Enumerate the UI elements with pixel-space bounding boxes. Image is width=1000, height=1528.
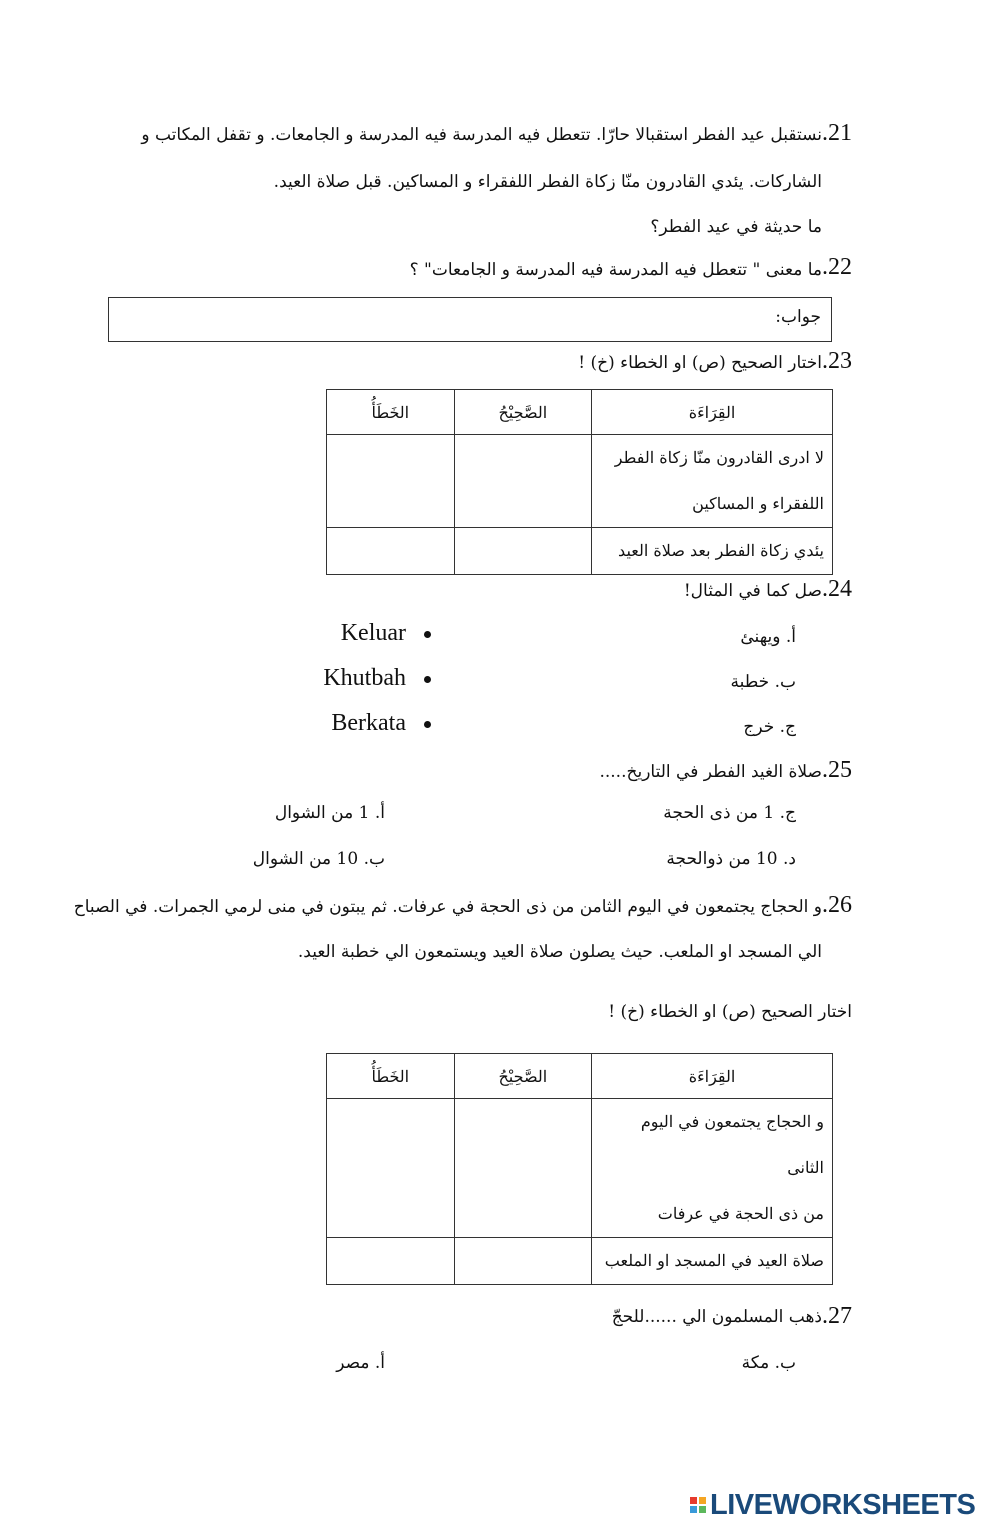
true-false-table <box>326 1053 833 1285</box>
true-false-table <box>326 389 833 575</box>
answer-label: جواب: <box>775 307 821 327</box>
column-header: الخَطَأُ <box>327 390 455 435</box>
statement-cell <box>592 1238 833 1285</box>
statement-line: و الحجاج يجتمعون في اليوم الثانى <box>640 1112 824 1177</box>
false-answer-cell[interactable] <box>327 1099 455 1238</box>
logo-square <box>690 1497 697 1504</box>
option-b[interactable] <box>253 849 385 869</box>
question-number: .26 <box>822 892 852 918</box>
option-text: 10 من الشوال <box>252 849 359 869</box>
option-label: ج. <box>779 803 796 823</box>
match-dot[interactable] <box>424 631 431 638</box>
instruction-text: اختار الصحيح (ص) او الخطاء (خ) ! <box>608 1002 852 1022</box>
question-text: نستقبل عيد الفطر استقبالا حارّا. تتعطل فيه المدرسة فيه المدرسة و الجامعات. و تقفل المكاتب و <box>141 125 822 145</box>
false-answer-cell[interactable] <box>327 1238 455 1285</box>
question-number: .24 <box>822 576 852 602</box>
logo-square <box>699 1497 706 1504</box>
true-answer-cell[interactable] <box>454 528 592 575</box>
question-number: .21 <box>822 120 852 146</box>
option-text: 10 من ذوالحجة <box>666 849 778 869</box>
statement-line: صلاة العيد في المسجد او الملعب <box>604 1251 824 1270</box>
answer-box[interactable] <box>108 297 832 342</box>
question-text: ما حديثة في عيد الفطر؟ <box>650 217 822 237</box>
column-header: القِرَاءَة <box>592 390 833 435</box>
false-answer-cell[interactable] <box>327 528 455 575</box>
match-item-latin: Khutbah <box>323 665 406 691</box>
question-number: .22 <box>822 254 852 280</box>
question-text: ما معنى " تتعطل فيه المدرسة فيه المدرسة و الجامعات" ؟ <box>409 260 822 280</box>
option-d[interactable] <box>666 849 796 869</box>
question-text: و الحجاج يجتمعون في اليوم الثامن من ذى الحجة في عرفات. ثم يبتون في منى لرمي الجمرات. في الصباح <box>73 897 822 917</box>
option-text: 1 من الشوال <box>274 803 370 823</box>
column-header: الصَّحِيْحُ <box>454 390 592 435</box>
match-dot[interactable] <box>424 721 431 728</box>
statement-cell <box>592 1099 833 1238</box>
statement-cell <box>592 528 833 575</box>
option-label: د. <box>783 849 796 869</box>
option-b[interactable]: ب. مكة <box>741 1353 796 1373</box>
match-item-arabic: ب. خطبة <box>730 672 796 692</box>
question-number: .27 <box>822 1303 852 1329</box>
question-text: اختار الصحيح (ص) او الخطاء (خ) ! <box>578 353 822 373</box>
option-text: 1 من ذى الحجة <box>663 803 775 823</box>
logo-icon <box>690 1497 706 1513</box>
option-c[interactable] <box>663 803 796 823</box>
column-header: الخَطَأُ <box>327 1054 455 1099</box>
statement-line: اللفقراء و المساكين <box>692 494 824 513</box>
match-item-arabic: أ. ويهنئ <box>740 627 796 647</box>
column-header: القِرَاءَة <box>592 1054 833 1099</box>
logo-square <box>699 1506 706 1513</box>
statement-line: يئدي زكاة الفطر بعد صلاة العيد <box>618 541 824 560</box>
match-dot[interactable] <box>424 676 431 683</box>
match-item-latin: Keluar <box>340 620 406 646</box>
option-a[interactable] <box>275 803 385 823</box>
question-number: .25 <box>822 757 852 783</box>
true-answer-cell[interactable] <box>454 1099 592 1238</box>
option-a[interactable]: أ. مصر <box>336 1353 385 1373</box>
option-label: أ. <box>374 803 385 823</box>
question-text: الي المسجد او الملعب. حيث يصلون صلاة العيد ويستمعون الي خطبة العيد. <box>297 942 822 962</box>
statement-cell <box>592 435 833 528</box>
question-number: .23 <box>822 348 852 374</box>
liveworksheets-logo <box>690 1488 975 1522</box>
question-text: ذهب المسلمون الي ......للحجّ <box>611 1307 822 1327</box>
false-answer-cell[interactable] <box>327 435 455 528</box>
statement-line: لا ادرى القادرون منّا زكاة الفطر <box>614 448 824 467</box>
column-header: الصَّحِيْحُ <box>454 1054 592 1099</box>
option-label: ب. <box>363 849 385 869</box>
true-answer-cell[interactable] <box>454 435 592 528</box>
statement-line: من ذى الحجة في عرفات <box>657 1204 824 1223</box>
question-text: الشاركات. يئدي القادرون منّا زكاة الفطر اللفقراء و المساكين. قبل صلاة العيد. <box>273 172 822 192</box>
match-item-latin: Berkata <box>331 710 406 736</box>
match-item-arabic: ج. خرج <box>743 717 796 737</box>
logo-square <box>690 1506 697 1513</box>
logo-text: LIVEWORKSHEETS <box>710 1488 976 1521</box>
true-answer-cell[interactable] <box>454 1238 592 1285</box>
question-text: صل كما في المثال! <box>683 581 822 601</box>
question-text: صلاة الغيد الفطر في التاريخ..... <box>599 762 822 782</box>
